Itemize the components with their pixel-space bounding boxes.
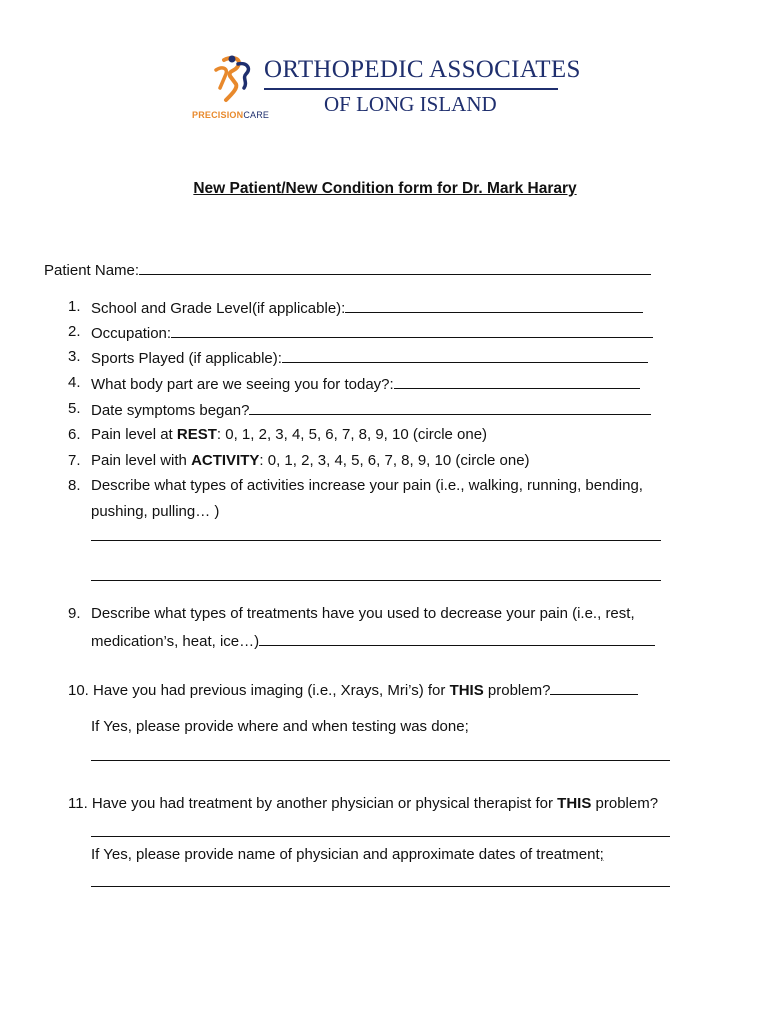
practice-logo [192,52,581,128]
prior-treatment-details-line[interactable] [91,886,670,887]
item-number: 9. [68,605,81,622]
sports-field[interactable] [91,348,648,368]
decrease-pain-blank[interactable] [259,631,655,646]
running-figure-icon [202,54,258,104]
prior-treatment-followup [91,846,604,864]
imaging-followup: If Yes, please provide where and when testing was done; [91,718,469,735]
school-grade-blank[interactable] [345,298,643,313]
symptom-date-field[interactable] [91,400,651,420]
sports-blank[interactable] [282,348,648,363]
patient-name-blank[interactable] [139,260,651,275]
imaging-question[interactable] [68,680,638,700]
increase-pain-question: Describe what types of activities increase your pain (i.e., walking, running, bending, [91,477,643,494]
item-number: 5. [68,400,81,417]
pain-rest-label: Pain level at [91,426,177,443]
item-number: 4. [68,374,81,391]
sports-label: Sports Played (if applicable): [91,350,282,367]
this-emphasis: THIS [557,795,592,812]
imaging-details-line[interactable] [91,760,670,761]
symptom-date-label: Date symptoms began? [91,402,250,419]
prior-treatment-answer-line[interactable] [91,836,670,837]
rest-emphasis: REST [176,426,217,443]
item-number: 7. [68,452,81,469]
prior-treatment-text: Have you had treatment by another physician or physical therapist for [91,795,558,812]
prior-treatment-followup-end: ; [599,846,604,863]
school-grade-field[interactable] [91,298,643,318]
this-emphasis: THIS [449,682,484,699]
body-part-blank[interactable] [394,374,640,389]
decrease-pain-question: Describe what types of treatments have you used to decrease your pain (i.e., rest, [91,605,635,622]
increase-pain-question-cont: pushing, pulling… ) [91,503,220,520]
prior-treatment-followup-text: If Yes, please provide name of physician and approximate dates of treatment [91,846,600,863]
form-title: New Patient/New Condition form for Dr. Mark Harary [193,180,577,197]
logo-divider [264,88,558,90]
item-number: 1. [68,298,81,315]
logo-subtitle: OF LONG ISLAND [324,92,497,116]
increase-pain-answer-line[interactable] [91,540,661,541]
item-number: 11. [68,795,88,812]
item-number: 10. [68,682,89,699]
imaging-question-end: problem? [483,682,551,699]
pain-activity-scale[interactable] [91,452,530,470]
body-part-field[interactable] [91,374,640,394]
school-grade-label: School and Grade Level(if applicable): [91,300,346,317]
item-number: 2. [68,323,81,340]
prior-treatment-question [68,795,658,813]
pain-rest-options: : 0, 1, 2, 3, 4, 5, 6, 7, 8, 9, 10 (circle one) [216,426,488,443]
pain-activity-options: : 0, 1, 2, 3, 4, 5, 6, 7, 8, 9, 10 (circle one) [259,452,530,469]
imaging-answer-blank[interactable] [550,680,638,695]
symptom-date-blank[interactable] [249,400,651,415]
occupation-blank[interactable] [171,323,653,338]
prior-treatment-end: problem? [591,795,659,812]
logo-tagline: PRECISIONCARE [192,110,270,120]
imaging-question-text: Have you had previous imaging (i.e., Xrays, Mri’s) for [93,682,450,699]
pain-activity-label: Pain level with [91,452,192,469]
decrease-pain-field[interactable] [91,631,655,651]
pain-rest-scale[interactable] [91,426,487,444]
occupation-label: Occupation: [91,325,172,342]
logo-title: ORTHOPEDIC ASSOCIATES [264,56,581,83]
decrease-pain-question-cont: medication’s, heat, ice…) [91,633,260,650]
item-number: 8. [68,477,81,494]
patient-name-field[interactable] [44,260,651,280]
occupation-field[interactable] [91,323,653,343]
activity-emphasis: ACTIVITY [191,452,260,469]
item-number: 6. [68,426,81,443]
item-number: 3. [68,348,81,365]
increase-pain-answer-line[interactable] [91,580,661,581]
body-part-label: What body part are we seeing you for today?: [91,376,394,393]
patient-name-label: Patient Name: [44,262,140,279]
